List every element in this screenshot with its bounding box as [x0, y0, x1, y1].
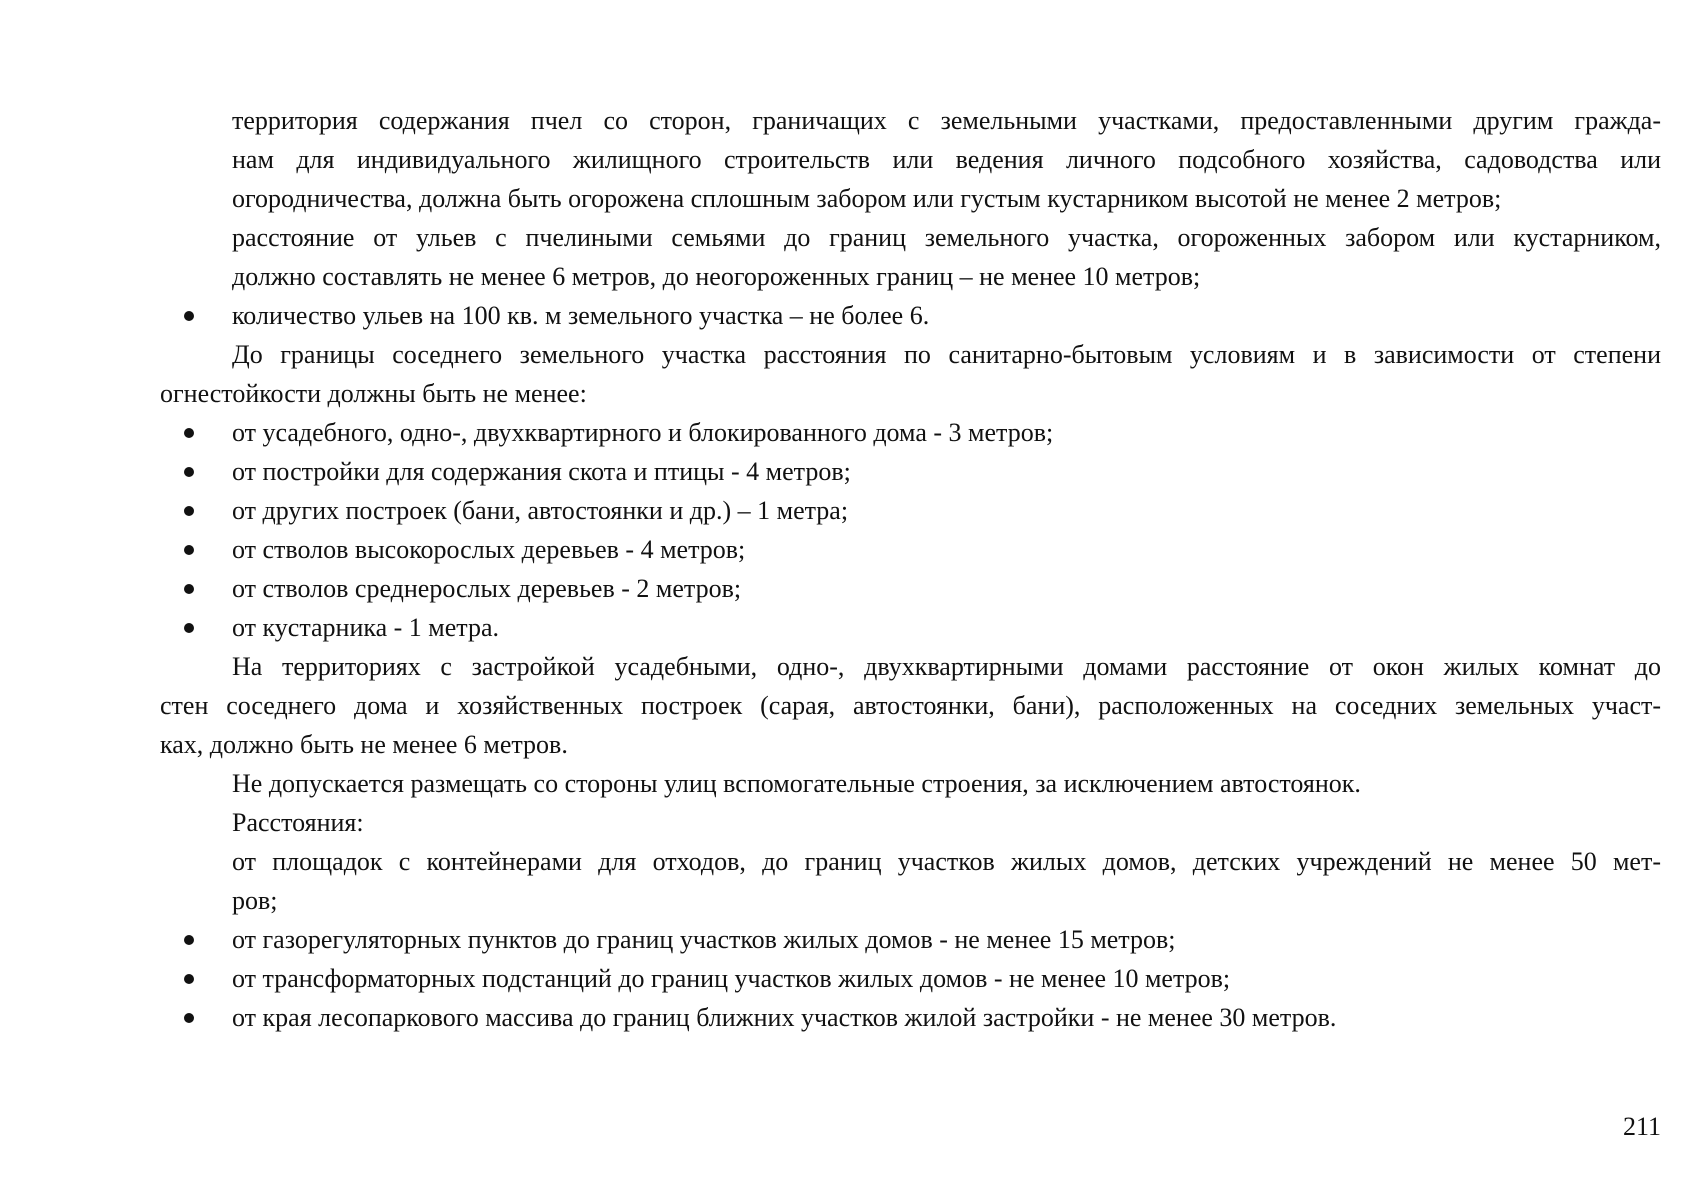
paragraph [160, 647, 1661, 764]
bullet-item [160, 101, 1661, 218]
document-body [160, 101, 1661, 1037]
text-line [232, 842, 1661, 881]
bullet-icon [184, 584, 194, 594]
line-text: Расстояния: [232, 808, 364, 837]
bullet-item [160, 491, 1661, 530]
bullet-icon [184, 1013, 194, 1023]
bullet-icon [184, 545, 194, 555]
bullet-item [160, 569, 1661, 608]
line-text: ках, должно быть не менее 6 метров. [160, 730, 568, 759]
line-text: нам для индивидуального жилищного строительств или ведения личного подсобного хозяйства, садоводства или [232, 145, 1661, 174]
text-line [232, 413, 1661, 452]
bullet-item [160, 296, 1661, 335]
line-text: стен соседнего дома и хозяйственных построек (сарая, автостоянки, бани), расположенных на соседних земельных участ- [160, 691, 1661, 720]
text-line [232, 335, 1661, 374]
bullet-icon [184, 428, 194, 438]
bullet-icon [184, 935, 194, 945]
bullet-item [160, 413, 1661, 452]
text-line [232, 881, 1661, 920]
line-text: от усадебного, одно-, двухквартирного и блокированного дома - 3 метров; [232, 418, 1054, 447]
bullet-icon [184, 974, 194, 984]
bullet-item [160, 959, 1661, 998]
line-text: от газорегуляторных пунктов до границ участков жилых домов - не менее 15 метров; [232, 925, 1176, 954]
text-line [160, 725, 1661, 764]
bullet-icon [184, 467, 194, 477]
text-line [232, 296, 1661, 335]
text-line [232, 491, 1661, 530]
bullet-icon [184, 311, 194, 321]
text-line [232, 530, 1661, 569]
text-line [232, 608, 1661, 647]
line-text: количество ульев на 100 кв. м земельного участка – не более 6. [232, 301, 930, 330]
text-line [232, 959, 1661, 998]
bullet-item [160, 530, 1661, 569]
bullet-item [160, 920, 1661, 959]
text-line [232, 452, 1661, 491]
text-line [232, 647, 1661, 686]
page-number: 211 [1622, 1112, 1661, 1141]
line-text: Не допускается размещать со стороны улиц вспомогательные строения, за исключением автостоянок. [232, 769, 1361, 798]
bullet-icon [184, 623, 194, 633]
text-line [232, 101, 1661, 140]
line-text: До границы соседнего земельного участка расстояния по санитарно-бытовым условиям и в зависимости от степени [232, 340, 1661, 369]
text-line [232, 803, 1661, 842]
bullet-item [160, 218, 1661, 296]
paragraph [160, 803, 1661, 842]
text-line [232, 764, 1661, 803]
line-text: от стволов среднерослых деревьев - 2 метров; [232, 574, 742, 603]
text-line [232, 140, 1661, 179]
line-text: огородничества, должна быть огорожена сплошным забором или густым кустарником высотой не менее 2 метров; [232, 184, 1502, 213]
text-line [232, 998, 1661, 1037]
bullet-icon [184, 506, 194, 516]
paragraph [160, 335, 1661, 413]
text-line [232, 179, 1661, 218]
text-line [232, 257, 1661, 296]
bullet-item [160, 608, 1661, 647]
line-text: от постройки для содержания скота и птицы - 4 метров; [232, 457, 851, 486]
paragraph [160, 764, 1661, 803]
line-text: На территориях с застройкой усадебными, одно-, двухквартирными домами расстояние от окон жилых комнат до [232, 652, 1661, 681]
text-line [232, 920, 1661, 959]
line-text: расстояние от ульев с пчелиными семьями до границ земельного участка, огороженных забором или кустарником, [232, 223, 1661, 252]
bullet-item [160, 842, 1661, 920]
text-line [232, 218, 1661, 257]
line-text: от трансформаторных подстанций до границ участков жилых домов - не менее 10 метров; [232, 964, 1231, 993]
line-text: от других построек (бани, автостоянки и др.) – 1 метра; [232, 496, 849, 525]
line-text: от кустарника - 1 метра. [232, 613, 500, 642]
line-text: должно составлять не менее 6 метров, до неогороженных границ – не менее 10 метров; [232, 262, 1201, 291]
text-line [160, 686, 1661, 725]
text-line [232, 569, 1661, 608]
bullet-item [160, 998, 1661, 1037]
line-text: огнестойкости должны быть не менее: [160, 379, 587, 408]
bullet-item [160, 452, 1661, 491]
line-text: ров; [232, 886, 278, 915]
line-text: от края лесопаркового массива до границ ближних участков жилой застройки - не менее 30 метров. [232, 1003, 1337, 1032]
text-line [160, 374, 1661, 413]
line-text: от площадок с контейнерами для отходов, до границ участков жилых домов, детских учреждений не менее 50 мет- [232, 847, 1661, 876]
line-text: от стволов высокорослых деревьев - 4 метров; [232, 535, 746, 564]
line-text: территория содержания пчел со сторон, граничащих с земельными участками, предоставленными другим гражда- [232, 106, 1661, 135]
